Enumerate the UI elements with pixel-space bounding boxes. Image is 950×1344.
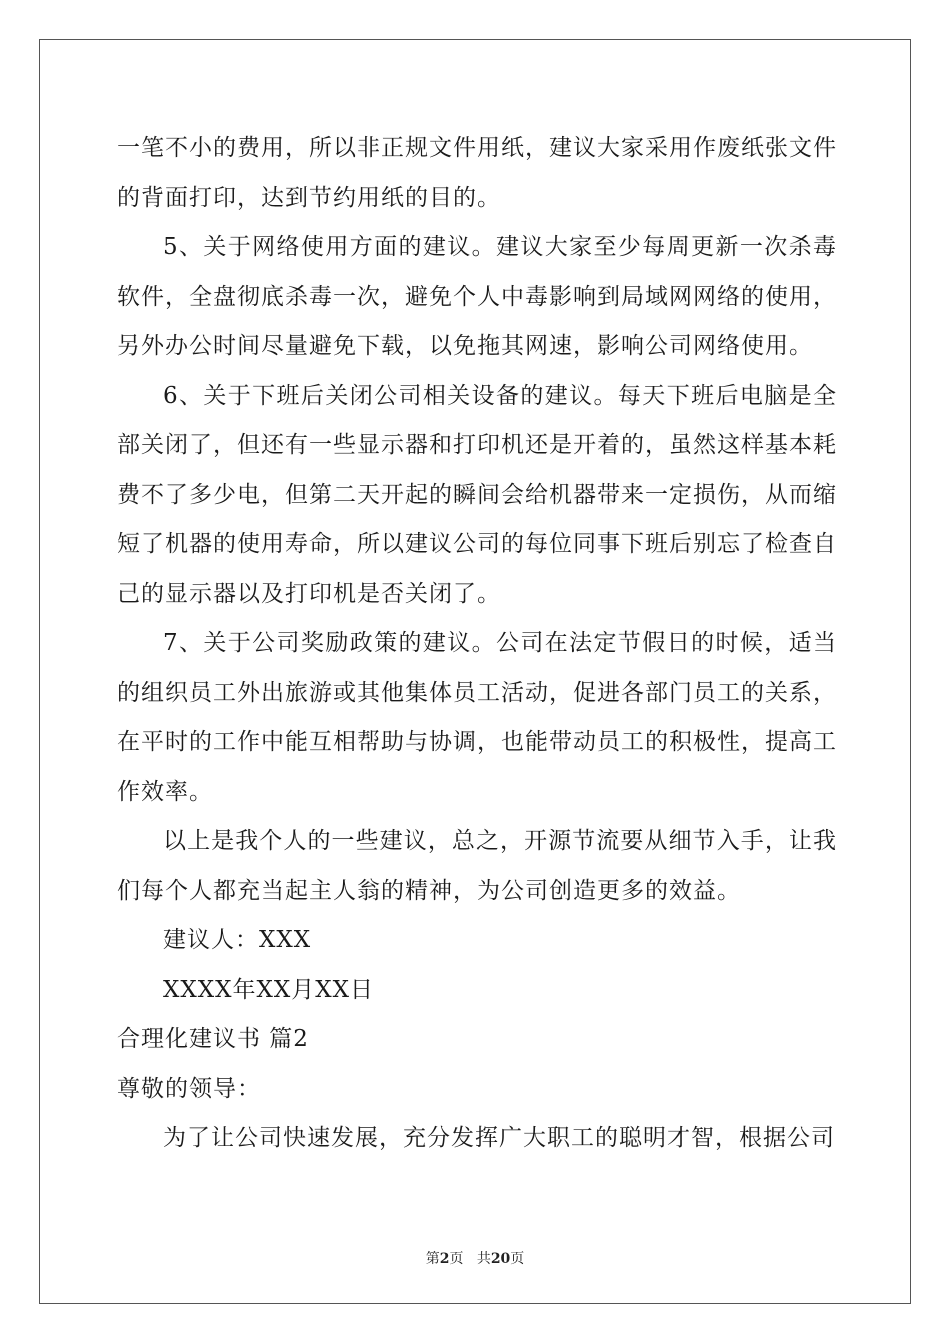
page-footer xyxy=(0,1248,950,1268)
document-body xyxy=(117,124,837,1164)
paragraph-continuation: 一笔不小的费用，所以非正规文件用纸，建议大家采用作废纸张文件的背面打印，达到节约用纸的目的。 xyxy=(117,135,837,211)
paragraph-suggestion-7: 7、关于公司奖励政策的建议。公司在法定节假日的时候，适当的组织员工外出旅游或其他集体员工活动，促进各部门员工的关系，在平时的工作中能互相帮助与协调，也能带动员工的积极性，提高工作效率。 xyxy=(117,630,837,805)
footer-page-suffix: 页 xyxy=(449,1251,464,1267)
footer-page-prefix: 第 xyxy=(425,1251,440,1267)
paragraph-conclusion: 以上是我个人的一些建议，总之，开源节流要从细节入手，让我们每个人都充当起主人翁的精神，为公司创造更多的效益。 xyxy=(117,828,837,904)
section-heading: 合理化建议书 篇2 xyxy=(117,1026,309,1052)
footer-page-number: 2 xyxy=(439,1251,450,1267)
footer-total-prefix: 共 xyxy=(476,1251,491,1267)
footer-total-pages: 20 xyxy=(490,1251,511,1267)
signature-proposer: 建议人：XXX xyxy=(163,927,312,953)
salutation: 尊敬的领导： xyxy=(117,1075,261,1102)
paragraph-suggestion-5: 5、关于网络使用方面的建议。建议大家至少每周更新一次杀毒软件，全盘彻底杀毒一次，避免个人中毒影响到局域网网络的使用，另外办公时间尽量避免下载，以免拖其网速，影响公司网络使用。 xyxy=(117,234,837,359)
paragraph-suggestion-6: 6、关于下班后关闭公司相关设备的建议。每天下班后电脑是全部关闭了，但还有一些显示器和打印机还是开着的，虽然这样基本耗费不了多少电，但第二天开起的瞬间会给机器带来一定损伤，从而缩短了机器的使用寿命，所以建议公司的每位同事下班后别忘了检查自己的显示器以及打印机是否关闭了。 xyxy=(117,382,837,607)
footer-total-suffix: 页 xyxy=(510,1251,525,1267)
signature-date: XXXX年XX月XX日 xyxy=(163,976,374,1003)
paragraph-intro: 为了让公司快速发展，充分发挥广大职工的聪明才智，根据公司 xyxy=(163,1125,835,1151)
